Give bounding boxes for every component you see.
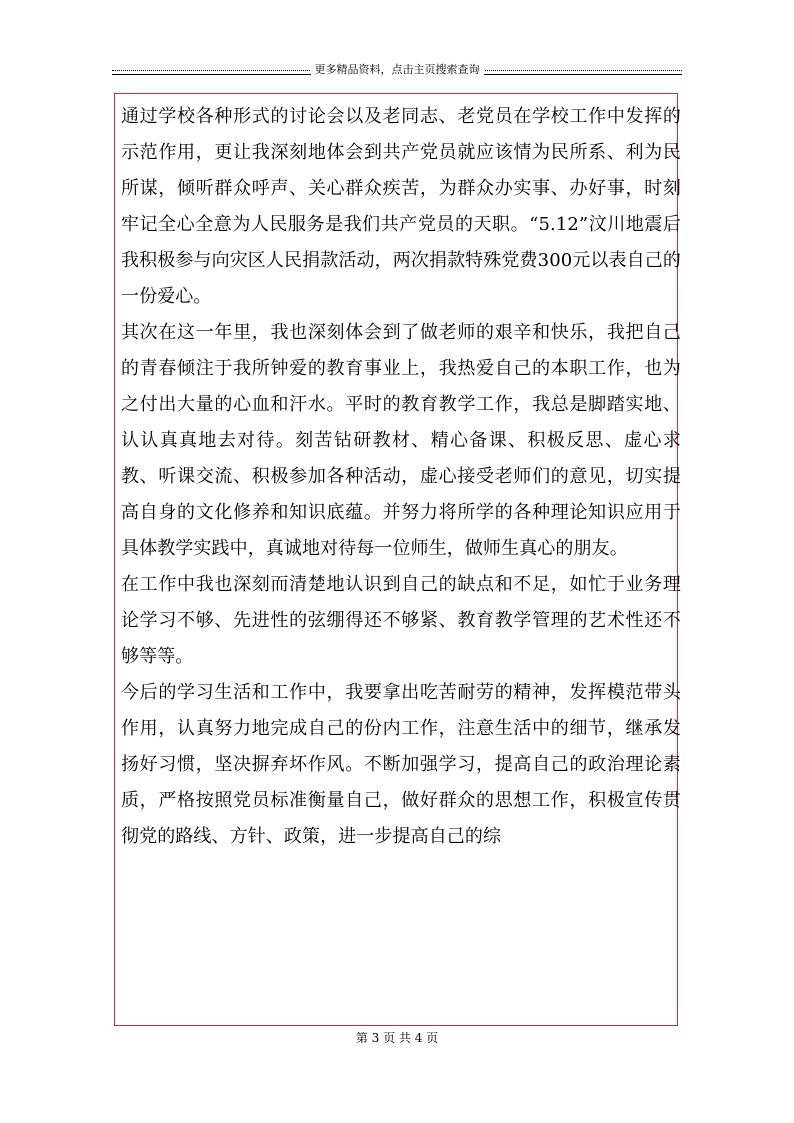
page-number: 第 3 页 共 4 页 <box>355 1031 439 1045</box>
paragraph: 在工作中我也深刻而清楚地认识到自己的缺点和不足，如忙于业务理论学习不够、先进性的弦绷得还不够紧、教育教学管理的艺术性还不够等等。 <box>121 574 681 667</box>
header-text: 更多精品资料，点击主页搜索查询 <box>311 63 484 76</box>
paragraph: 今后的学习生活和工作中，我要拿出吃苦耐劳的精神，发挥模范带头作用，认真努力地完成自己的份内工作，注意生活中的细节，继承发扬好习惯，坚决摒弃坏作风。不断加强学习，提高自己的政治理论素质，严格按照党员标准衡量自己，做好群众的思想工作，积极宣传贯彻党的路线、方针、政策，进一步提高自己的综 <box>121 682 681 847</box>
paragraph: 其次在这一年里，我也深刻体会到了做老师的艰辛和快乐，我把自己的青春倾注于我所钟爱的教育事业上，我热爱自己的本职工作，也为之付出大量的心血和汗水。平时的教育教学工作，我总是脚踏实地、认认真真地去对待。刻苦钻研教材、精心备课、积极反思、虚心求教、听课交流、积极参加各种活动，虚心接受老师们的意见，切实提高自身的文化修养和知识底蕴。并努力将所学的各种理论知识应用于具体教学实践中，真诚地对待每一位师生，做师生真心的朋友。 <box>121 322 681 559</box>
paragraph: 通过学校各种形式的讨论会以及老同志、老党员在学校工作中发挥的示范作用，更让我深刻地体会到共产党员就应该情为民所系、利为民所谋，倾听群众呼声、关心群众疾苦，为群众办实事、办好事，时刻牢记全心全意为人民服务是我们共产党员的天职。“5.12”汶川地震后我积极参与向灾区人民捐款活动，两次捐款特殊党费300元以表自己的一份爱心。 <box>121 106 681 307</box>
page-footer <box>0 1030 794 1046</box>
document-body <box>121 99 681 855</box>
